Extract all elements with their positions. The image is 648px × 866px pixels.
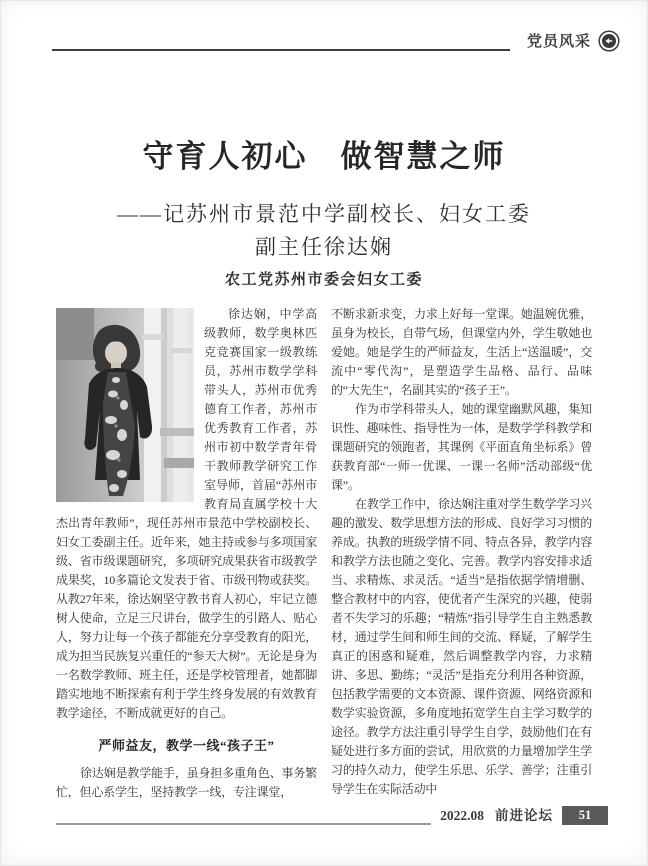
left-column [56, 305, 317, 802]
article-author: 农工党苏州市委会妇女工委 [224, 271, 423, 288]
header-rule [52, 49, 510, 51]
return-arrow-icon [598, 30, 620, 52]
right-paragraph-2: 作为市学科带头人，她的课堂幽默风趣，集知识性、趣味性、指导性为一体，是数学学科教学和课题研究的领跑者，其课例《平面直角坐标系》曾获教育部“一师一优课、一课一名师”活动部级“优课”。 [331, 402, 592, 492]
section-label: 党员风采 [526, 33, 591, 50]
article-subtitle [0, 198, 648, 264]
section-heading: 严师益友，教学一线“孩子王” [98, 738, 275, 753]
page-number-badge: 51 [562, 806, 608, 825]
intro-paragraph [56, 305, 317, 723]
portrait-photo [56, 308, 194, 502]
intro-paragraph-text: 徐达娴，中学高级教师，数学奥林匹克竞赛国家一级教练员，苏州市数学学科带头人，苏州市优秀德育工作者，苏州市优秀教育工作者，苏州市初中数学青年骨干教师教学研究工作室导师，首届“苏州市教育局直属学校十大杰出青年教师”，现任苏州市景范中学校副校长、妇女工委副主任。近年来，她主持或参与多项国家级、省市级课题研究，多项研究成果获省市级教学成果奖，10多篇论文发表于省、市级刊物或获奖。从教27年来，徐达娴坚守教书育人初心，牢记立德树人使命，立足三尺讲台，做学生的引路人、贴心人，努力让每一个孩子都能充分享受教育的阳光，成为担当民族复兴重任的“参天大树”。无论是身为一名数学教师、班主任，还是学校管理者，她都脚踏实地地不断探索有利于学生终身发展的有效教育教学途径，不断成就更好的自己。 [56, 307, 317, 720]
article-title: 守育人初心 做智慧之师 [142, 139, 506, 174]
subtitle-line-1: ——记苏州市景范中学副校长、妇女工委 [117, 202, 531, 226]
footer-rule [56, 823, 431, 825]
right-column [331, 305, 592, 802]
journal-name: 前进论坛 [495, 807, 553, 823]
right-paragraph-1: 不断求新求变，力求上好每一堂课。她温婉优雅，虽身为校长，自带气场，但课堂内外，学生敬她也爱她。她是学生的严师益友，生活上“送温暖”，交流中“零代沟”，是塑造学生品格、品行、品味的“大先生”，名副其实的“孩子王”。 [331, 307, 592, 397]
subtitle-line-2: 副主任徐达娴 [255, 235, 393, 259]
right-paragraph-3: 在教学工作中，徐达娴注重对学生数学学习兴趣的激发、数学思想方法的形成、良好学习习惯的养成。执教的班级学情不同、特点各异，教学内容和教学方法也随之变化、完善。教学内容安排求适当、求精炼、求灵活。“适当”是指依据学情增删、整合教材中的内容，使优者产生深究的兴趣，使弱者不失学习的乐趣；“精炼”指引导学生自主熟悉教材，通过学生间和师生间的交流、释疑，了解学生真正的困惑和疑难，然后调整教学内容，力求精讲、多思、勤练；“灵活”是指充分利用各种资源，包括教学需要的文本资源、课件资源、网络资源和数学实验资源，多角度地拓宽学生自主学习数学的途径。教学方法注重引导学生自学，鼓励他们在有疑处进行多方面的尝试，用欣赏的力量增加学生学习的持久动力，使学生乐思、乐学、善学；注重引导学生在实际活动中 [331, 497, 592, 796]
page-header [52, 30, 620, 52]
article-body [56, 305, 592, 802]
issue-date: 2022.08 [440, 807, 484, 823]
page-footer [56, 805, 608, 826]
left-paragraph-2: 徐达娴是教学能手，虽身担多重角色、事务繁忙，但心系学生，坚持教学一线，专注课堂， [56, 766, 317, 799]
